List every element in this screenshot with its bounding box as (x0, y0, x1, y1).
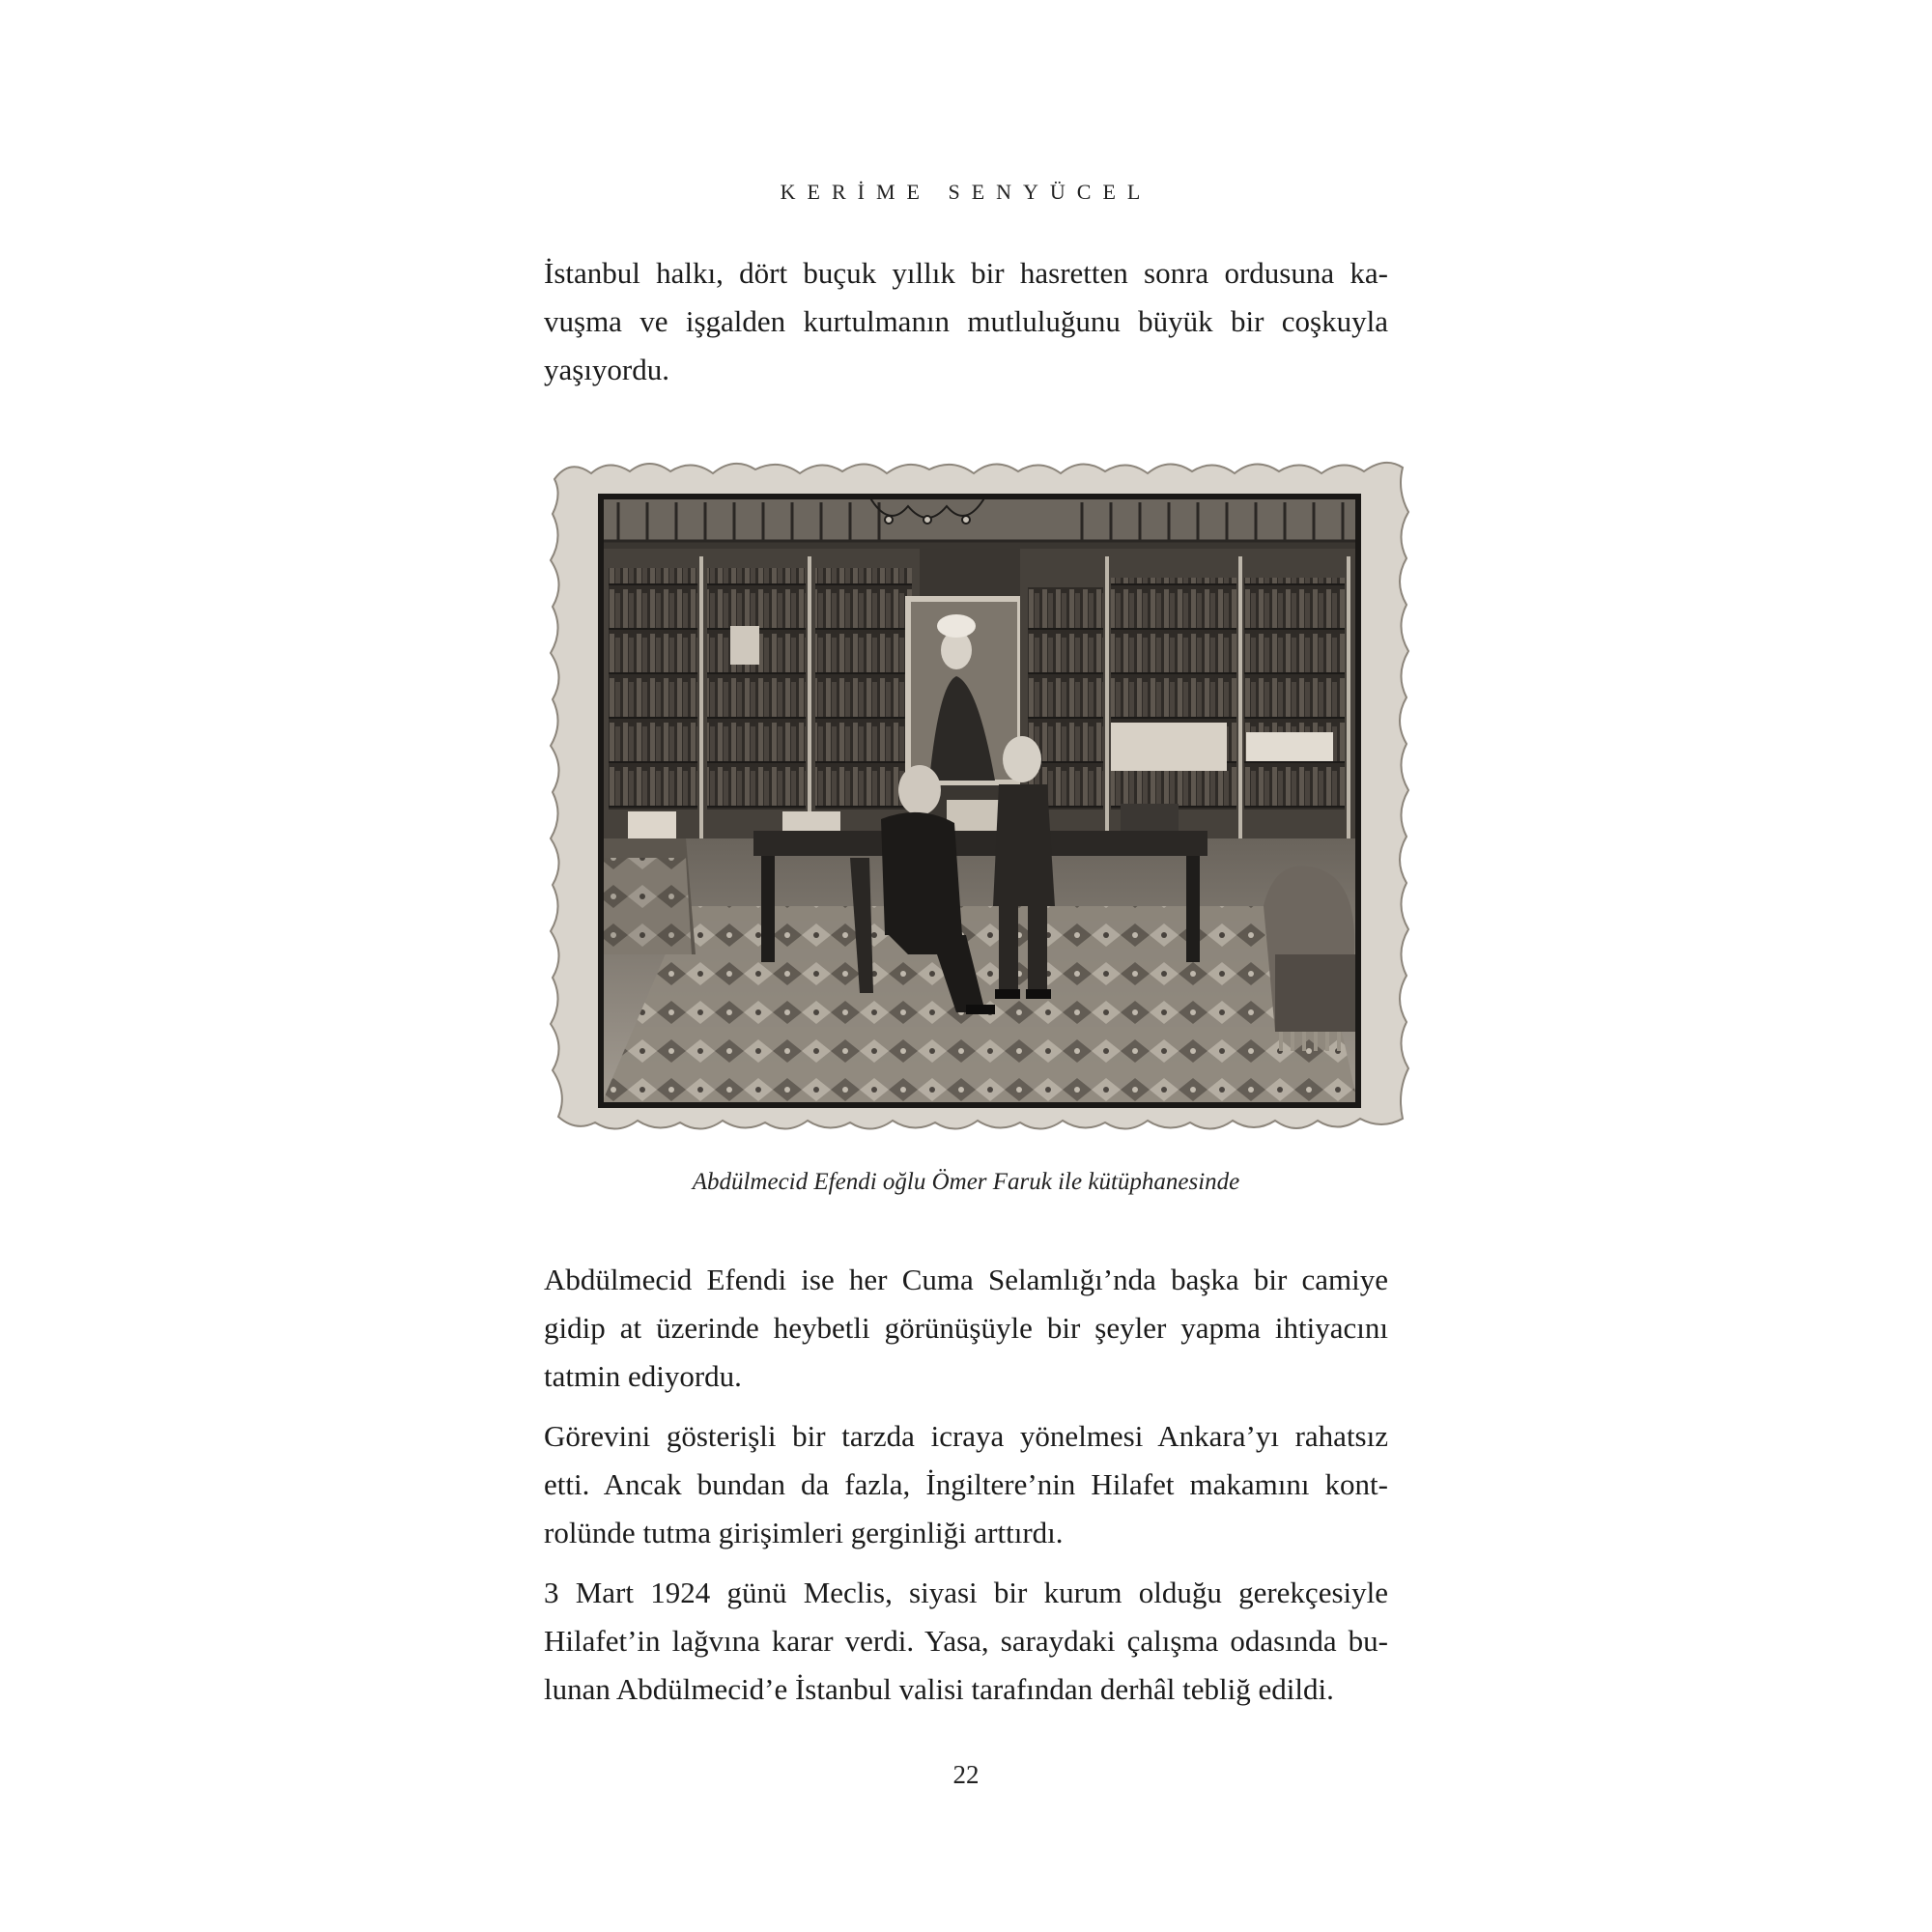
paragraph-line: lunan Abdülmecid’e İstanbul valisi tarafından derhâl tebliğ edildi. (544, 1672, 1334, 1706)
paragraph-line: İstanbul halkı, dört buçuk yıllık bir hasretten sonra ordusuna ka- (544, 256, 1388, 290)
paragraph-line: Hilafet’in lağvına karar verdi. Yasa, saraydaki çalışma odasında bu- (544, 1624, 1388, 1658)
paragraph-line: etti. Ancak bundan da fazla, İngiltere’nin Hilafet makamını kont- (544, 1467, 1388, 1501)
paragraph-line: tatmin ediyordu. (544, 1359, 742, 1393)
vintage-photo-icon (541, 452, 1416, 1148)
paragraph-line: 3 Mart 1924 günü Meclis, siyasi bir kurum olduğu gerekçesiyle (544, 1576, 1388, 1609)
figure-caption: Abdülmecid Efendi oğlu Ömer Faruk ile kütüphanesinde (692, 1169, 1240, 1195)
photo-content (601, 497, 1358, 1105)
paragraph-3 (544, 1412, 1388, 1557)
running-head: KERİME SENYÜCEL (780, 180, 1152, 204)
paragraph-line: Abdülmecid Efendi ise her Cuma Selamlığı’nda başka bir camiye (544, 1263, 1388, 1296)
paragraph-line: yaşıyordu. (544, 353, 670, 386)
armchair-figure (1264, 866, 1358, 1051)
page-number: 22 (952, 1760, 980, 1789)
paragraph-line: gidip at üzerinde heybetli görünüşüyle bir şeyler yapma ihtiyacını (544, 1311, 1388, 1345)
paragraph-line: vuşma ve işgalden kurtulmanın mutluluğunu büyük bir coşkuyla (544, 304, 1388, 338)
paragraph-line: rolünde tutma girişimleri gerginliği arttırdı. (544, 1516, 1064, 1549)
paragraph-line: Görevini gösterişli bir tarzda icraya yönelmesi Ankara’yı rahatsız (544, 1419, 1388, 1453)
paragraph-2 (544, 1256, 1388, 1401)
paragraph-4 (544, 1569, 1388, 1714)
library-photograph (541, 452, 1416, 1148)
paragraph-1 (544, 249, 1388, 394)
